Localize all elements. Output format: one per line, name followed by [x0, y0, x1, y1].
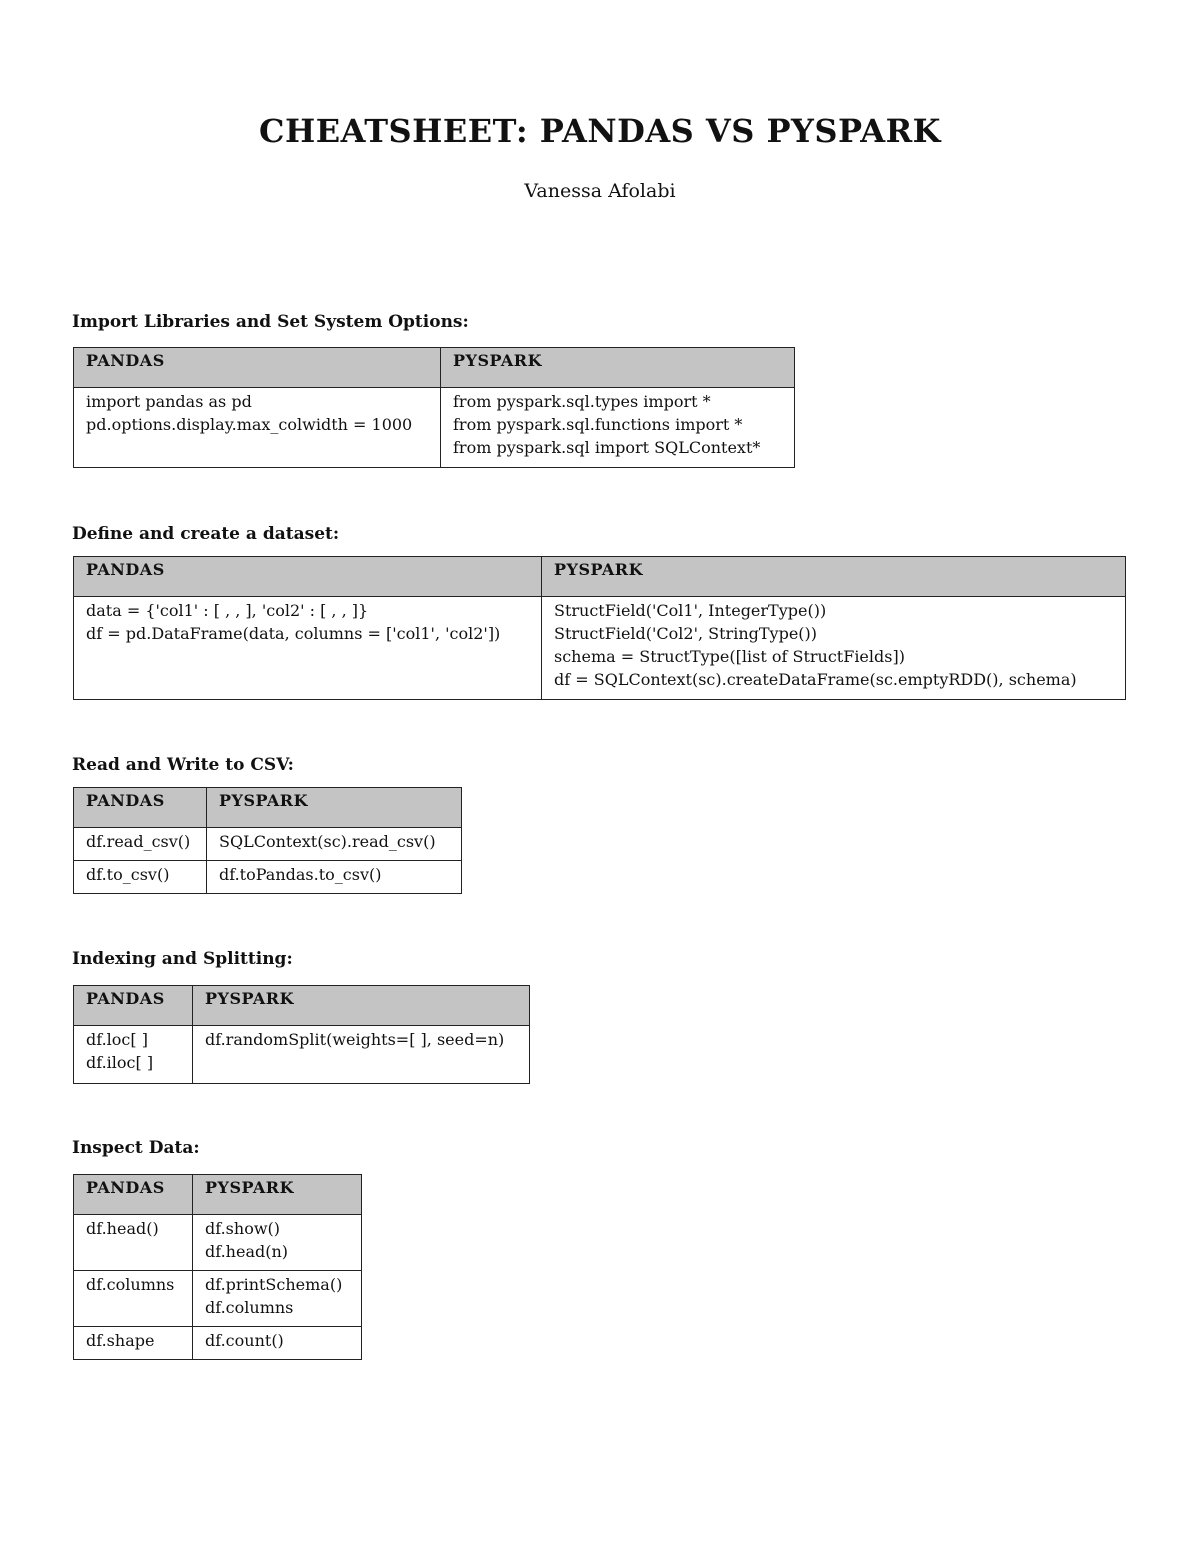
- author-name: Vanessa Afolabi: [524, 180, 676, 202]
- cell-pyspark: [441, 388, 795, 468]
- table-row: [74, 1215, 362, 1271]
- code-line: df = SQLContext(sc).createDataFrame(sc.emptyRDD(), schema): [554, 670, 1077, 689]
- cell-pandas: df.shape: [74, 1327, 193, 1360]
- code-line: df = pd.DataFrame(data, columns = ['col1', 'col2']): [86, 624, 501, 643]
- table-import: [73, 347, 795, 468]
- header-pandas: PANDAS: [74, 986, 193, 1026]
- code-line: from pyspark.sql.functions import *: [453, 415, 743, 434]
- cell-pyspark: SQLContext(sc).read_csv(): [207, 828, 462, 861]
- cell-pandas: df.head(): [74, 1215, 193, 1271]
- header-pandas: PANDAS: [74, 557, 542, 597]
- table-csv: [73, 787, 462, 894]
- code-line: StructField('Col2', StringType()): [554, 624, 818, 643]
- cell-pandas: [74, 1026, 193, 1084]
- header-pyspark: PYSPARK: [193, 986, 530, 1026]
- table-row: [74, 828, 462, 861]
- code-line: schema = StructType([list of StructFields]): [554, 647, 905, 666]
- cell-pyspark: df.randomSplit(weights=[ ], seed=n): [193, 1026, 530, 1084]
- table-row: [74, 861, 462, 894]
- header-pandas: PANDAS: [74, 348, 441, 388]
- section-heading-define: Define and create a dataset:: [72, 524, 340, 544]
- cell-pandas: df.read_csv(): [74, 828, 207, 861]
- page-title: CHEATSHEET: PANDAS VS PYSPARK: [259, 112, 941, 150]
- code-line: from pyspark.sql.types import *: [453, 392, 711, 411]
- header-pyspark: PYSPARK: [207, 788, 462, 828]
- code-line: df.columns: [205, 1298, 294, 1317]
- cell-pandas: df.to_csv(): [74, 861, 207, 894]
- cell-pyspark: [193, 1271, 362, 1327]
- code-line: df.printSchema(): [205, 1275, 343, 1294]
- cell-pandas: [74, 388, 441, 468]
- table-row: [74, 1026, 530, 1084]
- section-heading-csv: Read and Write to CSV:: [72, 755, 294, 775]
- cell-pyspark: df.toPandas.to_csv(): [207, 861, 462, 894]
- cell-pyspark: [193, 1215, 362, 1271]
- table-define: [73, 556, 1126, 700]
- code-line: df.iloc[ ]: [86, 1053, 154, 1072]
- code-line: import pandas as pd: [86, 392, 252, 411]
- code-line: df.show(): [205, 1219, 281, 1238]
- code-line: from pyspark.sql import SQLContext*: [453, 438, 761, 457]
- table-row: [74, 388, 795, 468]
- code-line: df.head(n): [205, 1242, 289, 1261]
- code-line: StructField('Col1', IntegerType()): [554, 601, 827, 620]
- table-inspect: [73, 1174, 362, 1360]
- section-heading-inspect: Inspect Data:: [72, 1138, 200, 1158]
- header-pandas: PANDAS: [74, 1175, 193, 1215]
- cell-pandas: df.columns: [74, 1271, 193, 1327]
- table-row: [74, 1327, 362, 1360]
- table-indexing: [73, 985, 530, 1084]
- cell-pyspark: df.count(): [193, 1327, 362, 1360]
- header-pyspark: PYSPARK: [441, 348, 795, 388]
- code-line: data = {'col1' : [ , , ], 'col2' : [ , , ]}: [86, 601, 369, 620]
- table-row: [74, 1271, 362, 1327]
- code-line: df.loc[ ]: [86, 1030, 148, 1049]
- header-pyspark: PYSPARK: [542, 557, 1126, 597]
- section-heading-indexing: Indexing and Splitting:: [72, 949, 293, 969]
- header-pyspark: PYSPARK: [193, 1175, 362, 1215]
- table-row: [74, 597, 1126, 700]
- cell-pandas: [74, 597, 542, 700]
- cell-pyspark: [542, 597, 1126, 700]
- header-pandas: PANDAS: [74, 788, 207, 828]
- section-heading-import: Import Libraries and Set System Options:: [72, 312, 469, 332]
- code-line: pd.options.display.max_colwidth = 1000: [86, 415, 413, 434]
